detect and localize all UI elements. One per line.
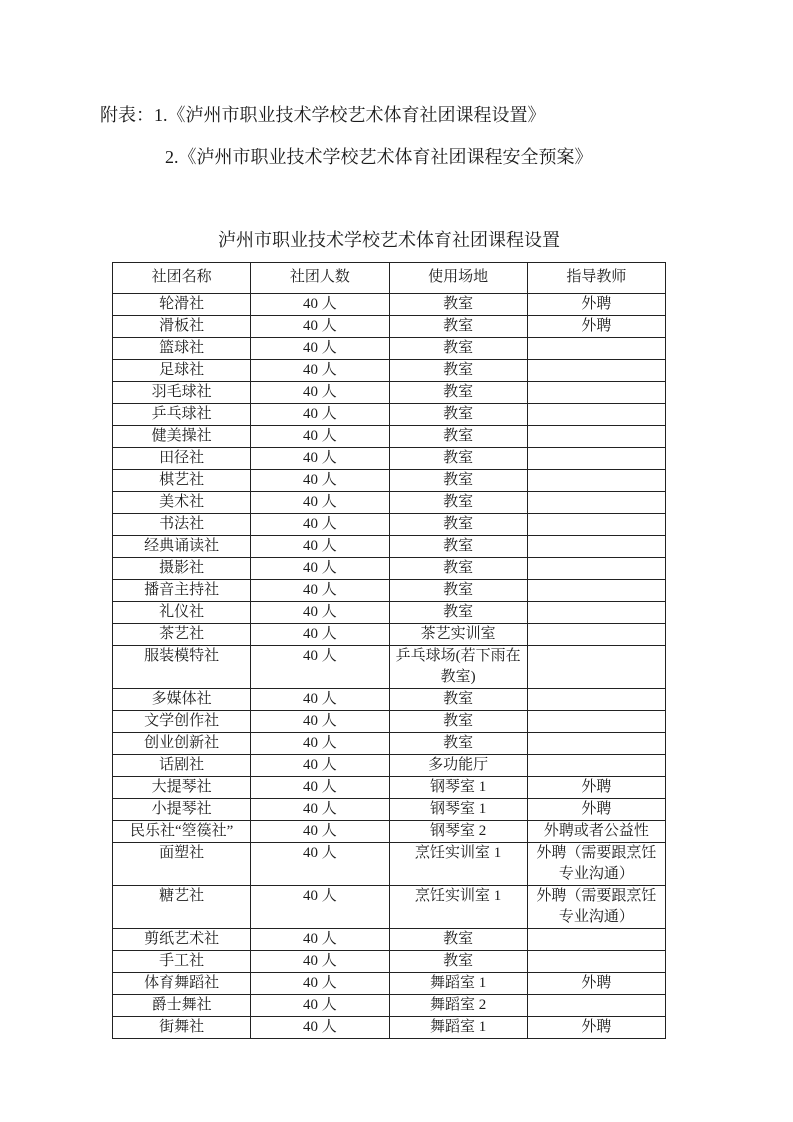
table-cell bbox=[527, 426, 665, 448]
table-row bbox=[113, 404, 666, 426]
table-row bbox=[113, 602, 666, 624]
table-cell: 教室 bbox=[389, 951, 527, 973]
table-cell: 40 人 bbox=[251, 689, 389, 711]
table-cell: 40 人 bbox=[251, 382, 389, 404]
table-cell: 舞蹈室 1 bbox=[389, 1017, 527, 1039]
table-cell: 田径社 bbox=[113, 448, 251, 470]
table-cell: 40 人 bbox=[251, 777, 389, 799]
column-header-club-name: 社团名称 bbox=[113, 263, 251, 294]
table-cell: 外聘 bbox=[527, 973, 665, 995]
table-cell: 教室 bbox=[389, 316, 527, 338]
table-row bbox=[113, 558, 666, 580]
table-row bbox=[113, 995, 666, 1017]
table-cell bbox=[527, 514, 665, 536]
table-cell: 40 人 bbox=[251, 294, 389, 316]
table-row bbox=[113, 951, 666, 973]
table-cell: 40 人 bbox=[251, 711, 389, 733]
table-cell bbox=[527, 338, 665, 360]
table-row bbox=[113, 973, 666, 995]
table-cell bbox=[527, 558, 665, 580]
table-row bbox=[113, 382, 666, 404]
table-cell: 礼仪社 bbox=[113, 602, 251, 624]
table-cell: 教室 bbox=[389, 711, 527, 733]
table-cell: 40 人 bbox=[251, 536, 389, 558]
table-cell: 40 人 bbox=[251, 843, 389, 886]
table-cell: 体育舞蹈社 bbox=[113, 973, 251, 995]
table-cell bbox=[527, 448, 665, 470]
table-cell: 爵士舞社 bbox=[113, 995, 251, 1017]
table-cell bbox=[527, 404, 665, 426]
table-row bbox=[113, 624, 666, 646]
table-cell bbox=[527, 711, 665, 733]
table-cell: 教室 bbox=[389, 602, 527, 624]
table-cell: 教室 bbox=[389, 360, 527, 382]
table-row bbox=[113, 338, 666, 360]
table-cell: 棋艺社 bbox=[113, 470, 251, 492]
table-cell: 经典诵读社 bbox=[113, 536, 251, 558]
table-cell: 服装模特社 bbox=[113, 646, 251, 689]
table-cell: 外聘 bbox=[527, 294, 665, 316]
table-cell: 钢琴室 1 bbox=[389, 777, 527, 799]
table-cell: 40 人 bbox=[251, 733, 389, 755]
table-row bbox=[113, 294, 666, 316]
table-cell: 教室 bbox=[389, 536, 527, 558]
table-cell: 外聘或者公益性 bbox=[527, 821, 665, 843]
table-cell: 教室 bbox=[389, 558, 527, 580]
table-cell: 轮滑社 bbox=[113, 294, 251, 316]
table-cell bbox=[527, 492, 665, 514]
table-cell: 足球社 bbox=[113, 360, 251, 382]
table-cell: 羽毛球社 bbox=[113, 382, 251, 404]
table-cell: 茶艺社 bbox=[113, 624, 251, 646]
table-cell: 40 人 bbox=[251, 821, 389, 843]
table-cell: 小提琴社 bbox=[113, 799, 251, 821]
table-cell: 教室 bbox=[389, 470, 527, 492]
table-cell: 滑板社 bbox=[113, 316, 251, 338]
table-cell: 舞蹈室 1 bbox=[389, 973, 527, 995]
club-table bbox=[112, 262, 666, 1039]
table-cell: 多功能厅 bbox=[389, 755, 527, 777]
attachment-line-2: 2.《泸州市职业技术学校艺术体育社团课程安全预案》 bbox=[165, 147, 593, 167]
table-row bbox=[113, 536, 666, 558]
table-cell: 教室 bbox=[389, 929, 527, 951]
table-cell: 40 人 bbox=[251, 338, 389, 360]
table-cell: 外聘（需要跟烹饪专业沟通） bbox=[527, 843, 665, 886]
table-row bbox=[113, 470, 666, 492]
table-cell: 篮球社 bbox=[113, 338, 251, 360]
table-cell: 教室 bbox=[389, 448, 527, 470]
table-cell: 40 人 bbox=[251, 558, 389, 580]
table-cell: 教室 bbox=[389, 338, 527, 360]
table-cell: 40 人 bbox=[251, 1017, 389, 1039]
table-cell: 民乐社“箜篌社” bbox=[113, 821, 251, 843]
table-cell: 40 人 bbox=[251, 929, 389, 951]
table-row bbox=[113, 492, 666, 514]
table-cell: 面塑社 bbox=[113, 843, 251, 886]
table-row bbox=[113, 799, 666, 821]
table-title: 泸州市职业技术学校艺术体育社团课程设置 bbox=[218, 230, 560, 250]
table-cell: 40 人 bbox=[251, 580, 389, 602]
table-cell bbox=[527, 602, 665, 624]
table-header-row bbox=[113, 263, 666, 294]
table-row bbox=[113, 733, 666, 755]
table-cell: 创业创新社 bbox=[113, 733, 251, 755]
table-cell: 烹饪实训室 1 bbox=[389, 843, 527, 886]
table-row bbox=[113, 1017, 666, 1039]
table-cell: 烹饪实训室 1 bbox=[389, 886, 527, 929]
table-cell: 手工社 bbox=[113, 951, 251, 973]
table-cell bbox=[527, 470, 665, 492]
table-cell: 外聘 bbox=[527, 316, 665, 338]
table-cell: 教室 bbox=[389, 733, 527, 755]
table-row bbox=[113, 514, 666, 536]
table-cell: 教室 bbox=[389, 689, 527, 711]
table-cell: 40 人 bbox=[251, 951, 389, 973]
table-row bbox=[113, 316, 666, 338]
table-cell: 茶艺实训室 bbox=[389, 624, 527, 646]
table-row bbox=[113, 360, 666, 382]
table-cell: 钢琴室 1 bbox=[389, 799, 527, 821]
table-cell: 40 人 bbox=[251, 448, 389, 470]
table-cell bbox=[527, 755, 665, 777]
table-cell bbox=[527, 624, 665, 646]
table-cell: 剪纸艺术社 bbox=[113, 929, 251, 951]
table-cell: 大提琴社 bbox=[113, 777, 251, 799]
table-cell: 播音主持社 bbox=[113, 580, 251, 602]
table-cell bbox=[527, 733, 665, 755]
table-cell: 书法社 bbox=[113, 514, 251, 536]
table-cell: 40 人 bbox=[251, 886, 389, 929]
table-row bbox=[113, 426, 666, 448]
table-cell: 舞蹈室 2 bbox=[389, 995, 527, 1017]
table-cell bbox=[527, 951, 665, 973]
attachment-line-1: 附表：1.《泸州市职业技术学校艺术体育社团课程设置》 bbox=[100, 105, 546, 125]
table-row bbox=[113, 886, 666, 929]
table-cell: 40 人 bbox=[251, 404, 389, 426]
table-cell: 教室 bbox=[389, 404, 527, 426]
table-cell: 教室 bbox=[389, 426, 527, 448]
table-cell: 教室 bbox=[389, 294, 527, 316]
table-cell: 乒乓球社 bbox=[113, 404, 251, 426]
table-cell: 40 人 bbox=[251, 470, 389, 492]
club-table-body bbox=[113, 294, 666, 1039]
table-cell: 40 人 bbox=[251, 995, 389, 1017]
table-row bbox=[113, 646, 666, 689]
table-cell bbox=[527, 580, 665, 602]
table-cell: 外聘 bbox=[527, 799, 665, 821]
table-cell: 40 人 bbox=[251, 755, 389, 777]
table-row bbox=[113, 689, 666, 711]
table-cell: 40 人 bbox=[251, 426, 389, 448]
table-cell: 糖艺社 bbox=[113, 886, 251, 929]
table-cell bbox=[527, 995, 665, 1017]
table-cell: 话剧社 bbox=[113, 755, 251, 777]
table-cell: 40 人 bbox=[251, 973, 389, 995]
table-cell bbox=[527, 929, 665, 951]
table-cell: 美术社 bbox=[113, 492, 251, 514]
table-row bbox=[113, 711, 666, 733]
table-row bbox=[113, 821, 666, 843]
table-cell: 钢琴室 2 bbox=[389, 821, 527, 843]
table-cell: 外聘 bbox=[527, 1017, 665, 1039]
table-cell: 40 人 bbox=[251, 646, 389, 689]
table-cell: 文学创作社 bbox=[113, 711, 251, 733]
table-cell: 教室 bbox=[389, 382, 527, 404]
table-cell bbox=[527, 536, 665, 558]
table-cell: 教室 bbox=[389, 580, 527, 602]
column-header-club-size: 社团人数 bbox=[251, 263, 389, 294]
table-row bbox=[113, 777, 666, 799]
table-cell: 外聘（需要跟烹饪专业沟通） bbox=[527, 886, 665, 929]
table-cell: 多媒体社 bbox=[113, 689, 251, 711]
table-row bbox=[113, 580, 666, 602]
table-cell: 乒乓球场(若下雨在教室) bbox=[389, 646, 527, 689]
table-cell: 40 人 bbox=[251, 316, 389, 338]
table-cell: 40 人 bbox=[251, 602, 389, 624]
column-header-venue: 使用场地 bbox=[389, 263, 527, 294]
table-cell bbox=[527, 646, 665, 689]
table-row bbox=[113, 843, 666, 886]
table-cell bbox=[527, 360, 665, 382]
table-cell bbox=[527, 382, 665, 404]
table-row bbox=[113, 755, 666, 777]
table-cell: 教室 bbox=[389, 514, 527, 536]
table-row bbox=[113, 448, 666, 470]
table-cell: 街舞社 bbox=[113, 1017, 251, 1039]
table-cell: 40 人 bbox=[251, 514, 389, 536]
table-cell: 40 人 bbox=[251, 360, 389, 382]
column-header-instructor: 指导教师 bbox=[527, 263, 665, 294]
table-cell: 40 人 bbox=[251, 799, 389, 821]
table-row bbox=[113, 929, 666, 951]
table-cell: 教室 bbox=[389, 492, 527, 514]
table-cell: 摄影社 bbox=[113, 558, 251, 580]
table-cell: 40 人 bbox=[251, 492, 389, 514]
table-cell bbox=[527, 689, 665, 711]
table-cell: 外聘 bbox=[527, 777, 665, 799]
table-cell: 健美操社 bbox=[113, 426, 251, 448]
table-cell: 40 人 bbox=[251, 624, 389, 646]
